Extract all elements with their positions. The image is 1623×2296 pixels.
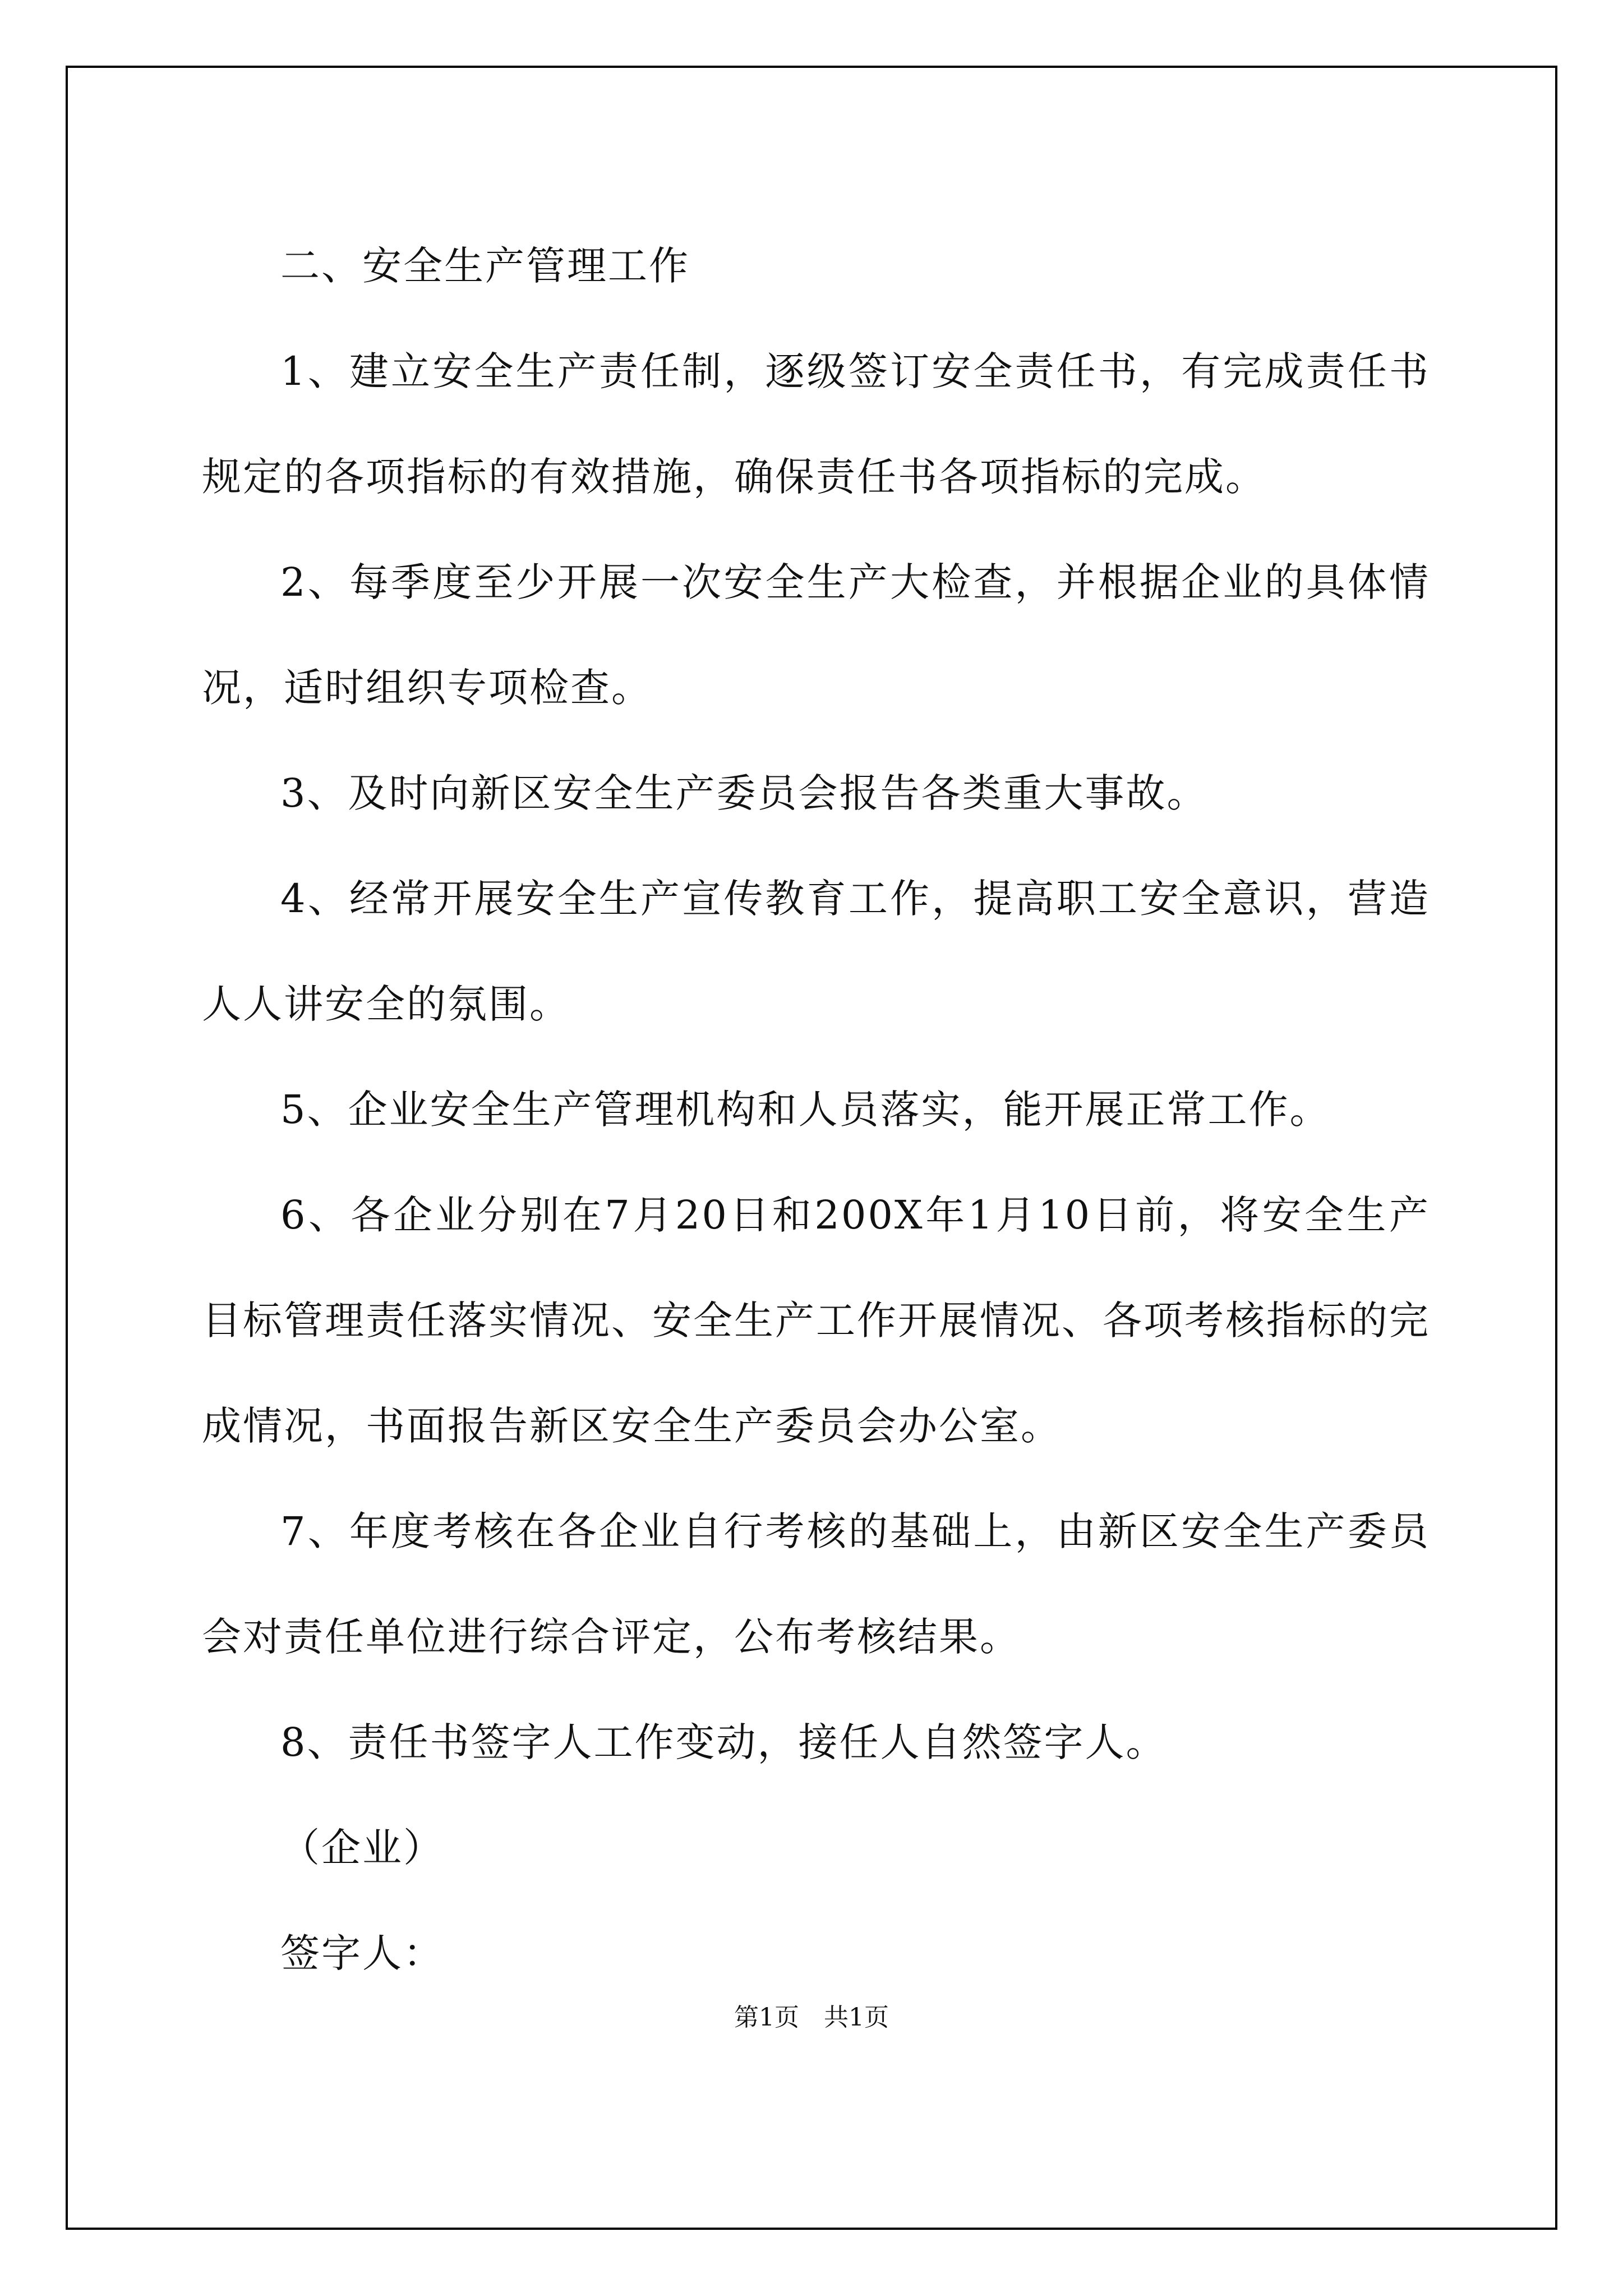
list-item: 8、责任书签字人工作变动，接任人自然签字人。 [280, 1719, 1167, 1765]
section-heading: 二、安全生产管理工作 [280, 243, 690, 289]
list-item: 2、每季度至少开展一次安全生产大检查，并根据企业的具体情况，适时组织专项检查。 [202, 559, 1430, 711]
signer-label: 签字人： [280, 1930, 444, 1976]
page-number: 第1页 共1页 [734, 2003, 889, 2032]
list-item: 6、各企业分别在7月20日和200X年1月10日前，将安全生产目标管理责任落实情况、安全生产工作开展情况、各项考核指标的完成情况，书面报告新区安全生产委员会办公室。 [202, 1192, 1430, 1449]
list-item: 5、企业安全生产管理机构和人员落实，能开展正常工作。 [280, 1087, 1331, 1133]
list-item: 1、建立安全生产责任制，逐级签订安全责任书，有完成责任书规定的各项指标的有效措施，确保责任书各项指标的完成。 [202, 348, 1430, 500]
list-item: 7、年度考核在各企业自行考核的基础上，由新区安全生产委员会对责任单位进行综合评定，公布考核结果。 [202, 1508, 1430, 1660]
company-label: （企业） [280, 1825, 444, 1871]
list-item: 3、及时向新区安全生产委员会报告各类重大事故。 [280, 770, 1208, 816]
document-body [202, 213, 1430, 2006]
list-item: 4、经常开展安全生产宣传教育工作，提高职工安全意识，营造人人讲安全的氛围。 [202, 876, 1430, 1027]
